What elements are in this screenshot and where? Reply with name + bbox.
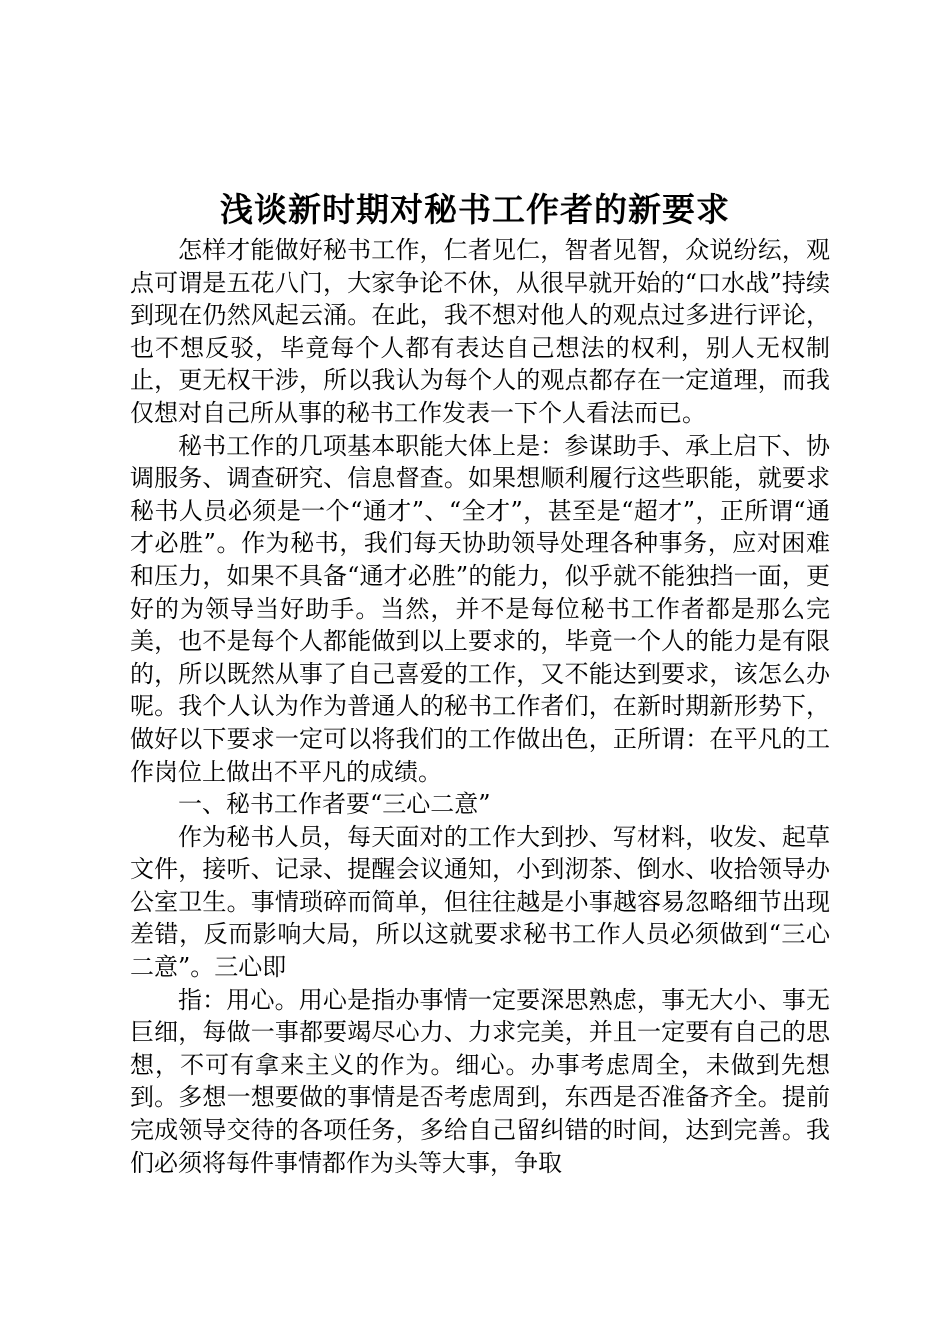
document-body (130, 234, 830, 1179)
paragraph: 指：用心。用心是指办事情一定要深思熟虑，事无大小、事无巨细，每做一事都要竭尽心力、力求完美，并且一定要有自己的思想，不可有拿来主义的作为。细心。办事考虑周全，未做到先想到。多想一想要做的事情是否考虑周到，东西是否准备齐全。提前完成领导交待的各项任务，多给自己留纠错的时间，达到完善。我们必须将每件事情都作为头等大事，争取 (130, 985, 830, 1177)
paragraph: 怎样才能做好秘书工作，仁者见仁，智者见智，众说纷纭，观点可谓是五花八门，大家争论不休，从很早就开始的“口水战”持续到现在仍然风起云涌。在此，我不想对他人的观点过多进行评论，也不想反驳，毕竟每个人都有表达自己想法的权利，别人无权制止，更无权干涉，所以我认为每个人的观点都存在一定道理，而我仅想对自己所从事的秘书工作发表一下个人看法而已。 (130, 236, 830, 427)
paragraph: 秘书工作的几项基本职能大体上是：参谋助手、承上启下、协调服务、调查研究、信息督查。如果想顺利履行这些职能，就要求秘书人员必须是一个“通才”、“全才”，甚至是“超才”，正所谓“通才必胜”。作为秘书，我们每天协助领导处理各种事务，应对困难和压力，如果不具备“通才必胜”的能力，似乎就不能独挡一面，更好的为领导当好助手。当然，并不是每位秘书工作者都是那么完美，也不是每个人都能做到以上要求的，毕竟一个人的能力是有限的，所以既然从事了自己喜爱的工作，又不能达到要求，该怎么办呢。我个人认为作为普通人的秘书工作者们，在新时期新形势下，做好以下要求一定可以将我们的工作做出色，正所谓：在平凡的工作岗位上做出不平凡的成绩。 (130, 431, 830, 786)
section-heading: 一、秘书工作者要“三心二意” (178, 790, 491, 819)
paragraph: 作为秘书人员，每天面对的工作大到抄、写材料，收发、起草文件，接听、记录、提醒会议通知，小到沏茶、倒水、收拾领导办公室卫生。事情琐碎而简单，但往往越是小事越容易忽略细节出现差错，反而影响大局，所以这就要求秘书工作人员必须做到“三心二意”。三心即 (130, 822, 830, 982)
document-title: 浅谈新时期对秘书工作者的新要求 (220, 190, 730, 229)
